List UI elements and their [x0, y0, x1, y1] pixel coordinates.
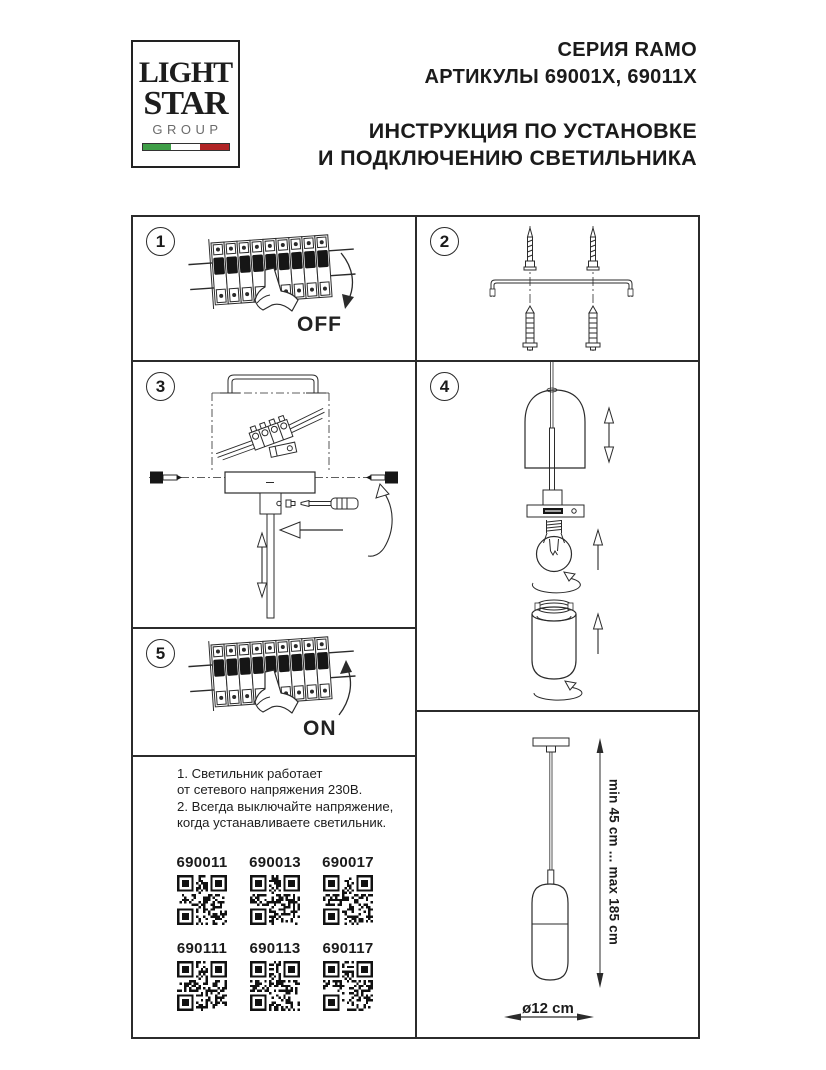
lightstar-logo — [131, 40, 240, 168]
article-number: 690113 — [249, 940, 301, 957]
cylinder-shade — [532, 600, 576, 679]
qr-item — [249, 854, 301, 925]
height-range-label: min 45 cm ... max 185 cm — [606, 778, 622, 946]
note-line: 2. Всегда выключайте напряжение, — [177, 798, 394, 814]
article-number: 690117 — [322, 940, 374, 957]
article-number: 690011 — [176, 854, 228, 871]
rotate-ellipse — [532, 572, 580, 593]
qr-item — [322, 940, 374, 1011]
suspension-rod — [267, 514, 274, 618]
qr-item — [176, 854, 228, 925]
ceiling-plate — [533, 738, 569, 752]
suspension-rod — [550, 428, 555, 490]
wiring-diagram — [133, 362, 415, 627]
rod-joint — [548, 870, 554, 884]
screw-icon — [587, 228, 599, 270]
qr-code — [323, 961, 373, 1011]
instruction-title — [318, 118, 697, 172]
screw-icon — [524, 228, 536, 270]
step-4-panel — [417, 362, 698, 710]
qr-item — [249, 940, 301, 1011]
mounting-plate — [527, 505, 584, 517]
diameter-label: ø12 cm — [522, 1000, 574, 1017]
dimensions-panel — [417, 712, 698, 1037]
note-line: когда устанавливаете светильник. — [177, 814, 387, 830]
socket-housing — [543, 490, 562, 505]
qr-code — [177, 875, 227, 925]
arrow-up-down — [258, 533, 267, 597]
note-line: 1. Светильник работает — [177, 766, 323, 781]
breaker-on-diagram — [133, 629, 415, 755]
set-screw — [286, 500, 295, 507]
flag-white — [171, 144, 200, 150]
flag-green — [143, 144, 172, 150]
step-1-panel — [133, 217, 415, 360]
side-screw-right — [366, 472, 398, 484]
qr-code — [177, 961, 227, 1011]
step-5-badge: 5 — [146, 639, 175, 668]
qr-item — [176, 940, 228, 1011]
logo-word-group: GROUP — [152, 122, 223, 137]
note-line: от сетевого напряжения 230В. — [177, 782, 363, 798]
qr-item — [322, 854, 374, 925]
on-label: ON — [303, 717, 337, 740]
header-titles — [318, 38, 697, 172]
terminal-block — [212, 402, 334, 478]
mounting-bracket — [490, 280, 633, 297]
arrow-down-head — [342, 294, 354, 309]
step-4-badge: 4 — [430, 372, 459, 401]
instruction-title-line2: И ПОДКЛЮЧЕНИЮ СВЕТИЛЬНИКА — [318, 146, 697, 170]
arrow-up — [594, 530, 603, 570]
articles-title: АРТИКУЛЫ 69001X, 69011X — [424, 66, 697, 88]
step-3-badge: 3 — [146, 372, 175, 401]
step-3-panel — [133, 362, 415, 627]
ceiling-bracket — [220, 375, 326, 393]
light-bulb-icon — [537, 520, 572, 572]
safety-notes — [177, 766, 393, 831]
mounting-hardware-diagram — [417, 217, 698, 360]
pendant-dimensions-diagram — [417, 712, 698, 1037]
arrow-up — [594, 614, 603, 654]
capsule-shade — [532, 884, 568, 980]
article-number: 690111 — [176, 940, 228, 957]
side-screw-left — [150, 472, 182, 484]
arrow-down-curve — [341, 253, 352, 301]
italian-flag-icon — [142, 143, 230, 151]
qr-code — [250, 961, 300, 1011]
rotate-arrow — [368, 484, 392, 556]
article-number: 690017 — [322, 854, 374, 871]
wall-anchor-icon — [523, 306, 537, 350]
arrow-up-head — [340, 660, 352, 674]
qr-code — [250, 875, 300, 925]
step-5-panel — [133, 629, 415, 755]
arrow-up-down — [605, 408, 614, 462]
step-1-badge: 1 — [146, 227, 175, 256]
step-2-panel — [417, 217, 698, 360]
logo-word-light: LIGHT — [138, 56, 233, 89]
screwdriver-icon — [301, 498, 358, 509]
qr-code — [323, 875, 373, 925]
logo-word-star: STAR — [143, 85, 228, 122]
step-2-badge: 2 — [430, 227, 459, 256]
series-title: СЕРИЯ RAMO — [557, 39, 697, 61]
wall-anchor-icon — [586, 306, 600, 350]
flag-red — [200, 144, 229, 150]
arrow-up-curve — [339, 667, 350, 715]
instruction-title-line1: ИНСТРУКЦИЯ ПО УСТАНОВКЕ — [368, 119, 697, 143]
article-number: 690013 — [249, 854, 301, 871]
steps-grid — [131, 215, 700, 1039]
off-label: OFF — [297, 313, 342, 336]
lamp-assembly-diagram — [417, 362, 698, 710]
rod-coupler — [260, 493, 281, 514]
height-dimension-line — [597, 738, 604, 988]
breaker-off-diagram — [133, 217, 415, 360]
rotate-ellipse — [534, 681, 582, 700]
arrow-left — [280, 522, 343, 538]
notes-panel — [133, 757, 415, 1037]
